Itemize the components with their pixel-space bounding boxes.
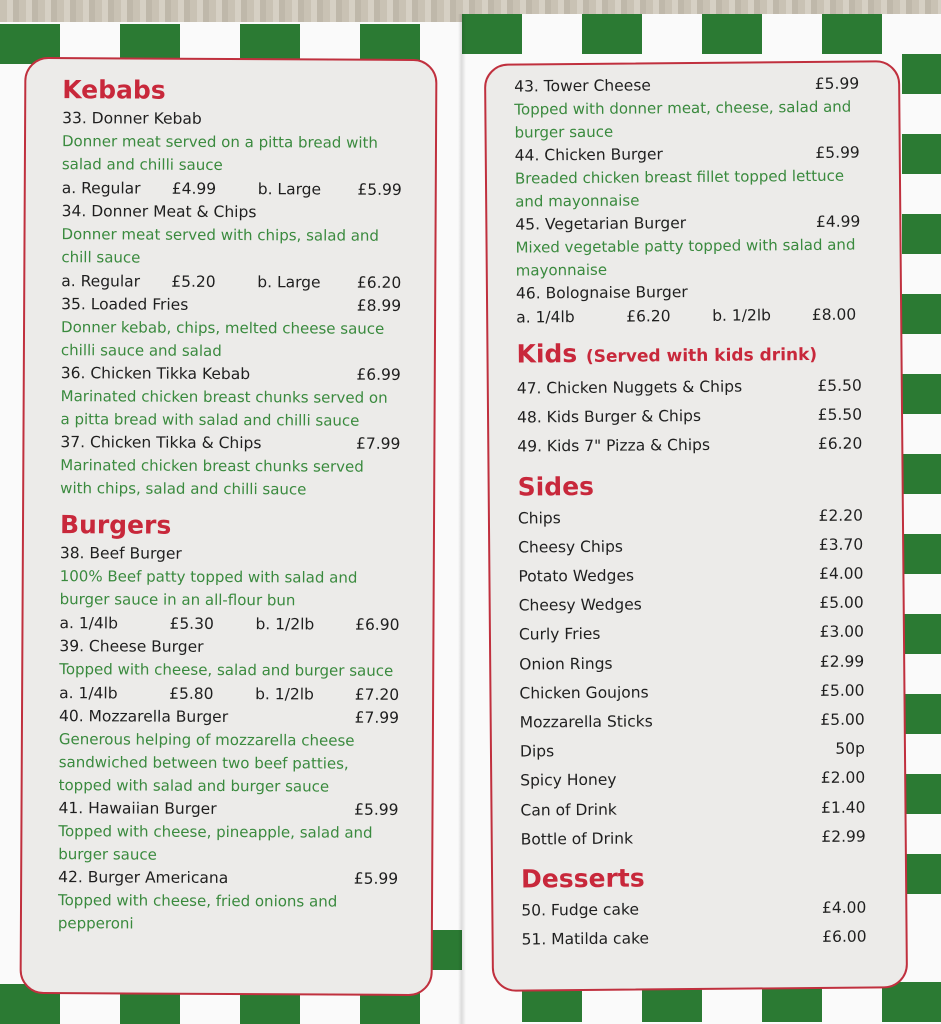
menu-item-header [61,293,401,318]
menu-item [59,635,399,707]
size-option-a-price: £5.80 [169,684,214,703]
menu-item-description: Marinated chicken breast chunks served on a pitta bread with salad and chilli sauce [60,387,388,430]
menu-row-price: £3.00 [819,622,865,642]
menu-item-header [62,107,402,132]
menu-row-name: Can of Drink [520,800,617,820]
menu-item [61,293,401,364]
size-option-a-label: a. 1/4lb [59,684,118,703]
menu-row-price: £4.00 [821,898,867,917]
menu-row [521,923,866,955]
checker-border-side [902,54,941,934]
menu-row-price: £3.70 [818,535,864,554]
menu-item [59,542,399,637]
menu-item-name: 46. Bolognaise Burger [515,283,688,303]
menu-row-price: £4.00 [818,564,864,583]
kebabs-list [60,107,402,502]
section-title-kebabs: Kebabs [62,75,166,105]
menu-item-price: £6.99 [356,365,401,384]
size-option-a-label: a. Regular [61,179,141,198]
menu-item-price: £5.99 [354,800,399,819]
kids-list [517,372,863,463]
menu-item-name: 45. Vegetarian Burger [515,214,687,234]
menu-item-header [516,280,861,306]
menu-item-price: £5.99 [353,869,399,888]
menu-item-sizes [516,303,861,330]
menu-item-sizes [62,176,402,202]
desserts-list [521,894,866,955]
menu-item-name: 33. Donner Kebab [62,109,202,128]
menu-item [58,797,398,868]
menu-item-sizes [61,269,401,295]
menu-item-name: 37. Chicken Tikka & Chips [60,433,262,453]
menu-item-header [60,542,400,567]
menu-item-name: 38. Beef Burger [59,544,182,563]
menu-row-name: Dips [519,742,555,761]
menu-item-description: Donner meat served with chips, salad and chill sauce [61,225,380,267]
menu-item-name: 35. Loaded Fries [61,295,189,314]
menu-item-name: 39. Cheese Burger [59,637,204,656]
menu-item-price: £4.99 [815,212,861,231]
menu-item-price: £7.99 [356,434,401,453]
menu-item [62,107,402,202]
kids-subtitle: (Served with kids drink) [585,344,818,367]
menu-item-description: Donner meat served on a pitta bread with salad and chilli sauce [61,132,378,174]
menu-item-header [59,635,399,660]
menu-row-name: 50. Fudge cake [521,900,640,920]
menu-row-price: £5.50 [817,376,862,395]
section-title-desserts: Desserts [520,863,645,894]
size-option-b-label: b. Large [257,273,321,292]
menu-row-name: Chicken Goujons [519,683,649,703]
menu-item [59,705,399,799]
section-title-kids: Kids (Served with kids drink) [516,339,818,369]
menu-item-name: 43. Tower Cheese [514,76,651,96]
menu-row-name: Curly Fries [518,625,601,644]
size-option-b-label: b. Large [257,180,322,199]
menu-item [515,211,861,283]
menu-item-name: 41. Hawaiian Burger [58,799,217,818]
menu-row-price: £1.40 [821,798,866,817]
size-option-b-price: £5.99 [357,180,402,199]
menu-item-name: 44. Chicken Burger [514,145,663,165]
menu-item-name: 36. Chicken Tikka Kebab [60,364,251,384]
menu-row [519,589,864,621]
menu-row [521,822,866,854]
menu-item-price: £5.99 [814,74,860,93]
menu-row-name: Onion Rings [519,654,613,674]
size-option-a-price: £6.20 [626,307,671,326]
menu-row-price: £2.20 [818,506,863,525]
menu-row [520,735,865,767]
size-option-b-price: £7.20 [354,685,400,704]
menu-row [517,401,862,433]
size-option-a-label: a. 1/4lb [516,308,575,327]
sides-list [518,501,866,854]
menu-row-price: £5.00 [819,681,865,700]
menu-row [519,676,864,708]
section-title-sides: Sides [517,471,595,502]
menu-item-description: Marinated chicken breast chunks served with chips, salad and chilli sauce [60,456,364,499]
menu-item-header [60,431,400,456]
menu-panel-right [484,60,908,992]
section-title-burgers: Burgers [59,510,172,540]
size-option-b-label: b. 1/2lb [255,685,314,704]
menu-row [518,560,863,592]
menu-row-name: 48. Kids Burger & Chips [516,407,702,427]
size-option-a-price: £5.20 [171,272,216,291]
menu-item-description: Topped with donner meat, cheese, salad and burger sauce [514,97,852,142]
menu-item-price: £5.99 [815,143,860,162]
size-option-b-price: £6.90 [355,615,400,634]
menu-row [520,764,865,796]
checker-border-top [462,14,941,54]
page-fold [458,14,466,1024]
menu-row-name: Bottle of Drink [520,829,634,849]
size-option-a-label: a. 1/4lb [59,614,118,633]
menu-row [517,430,862,462]
menu-item-description: Breaded chicken breast fillet topped lettuce and mayonnaise [514,166,845,211]
menu-row-name: Mozzarella Sticks [519,712,653,732]
menu-item-sizes [59,611,399,637]
size-option-b-label: b. 1/2lb [255,615,315,634]
size-option-b-price: £8.00 [811,305,857,324]
size-option-b-price: £6.20 [356,273,402,292]
menu-row-price: £5.00 [819,593,864,613]
menu-row-price: £6.00 [822,927,867,947]
size-option-b-label: b. 1/2lb [712,306,772,325]
menu-row-name: 51. Matilda cake [521,929,650,949]
menu-item-description: Mixed vegetable patty topped with salad and mayonnaise [515,235,856,280]
menu-item [61,200,401,295]
menu-row [518,530,863,562]
menu-item-name: 40. Mozzarella Burger [58,707,229,727]
menu-row-name: Chips [517,508,561,528]
menu-item [515,142,861,214]
menu-item-sizes [59,681,399,707]
menu-item-header [59,705,399,730]
menu-row [517,372,862,404]
menu-item [516,280,861,330]
menu-item-header [61,362,401,387]
menu-item-header [515,142,860,168]
size-option-a-price: £5.30 [169,614,214,633]
menu-item-price: £7.99 [354,708,400,727]
menu-row [521,894,866,926]
menu-row-name: 49. Kids 7" Pizza & Chips [517,436,711,456]
menu-row-price: £5.50 [817,405,863,425]
menu-item-description: 100% Beef patty topped with salad and burger sauce in an all-flour bun [59,567,358,610]
menu-row [519,618,864,650]
menu-item-price: £8.99 [356,296,402,315]
menu-row-name: Spicy Honey [520,771,617,790]
menu-row-price: £2.00 [820,768,866,788]
menu-item [60,362,400,433]
menu-item-header [62,200,402,225]
menu-item-header [58,866,398,891]
menu-row-price: 50p [835,739,866,759]
menu-item-description: Donner kebab, chips, melted cheese sauce chilli sauce and salad [60,318,385,360]
menu-item-description: Generous helping of mozzarella cheese sandwiched between two beef patties, topped with salad and burger sauce [58,730,355,796]
menu-item-description: Topped with cheese, fried onions and pepperoni [57,891,338,933]
menu-item [58,866,398,937]
menu-row-price: £2.99 [819,652,865,671]
burgers-list [58,542,400,937]
size-option-a-price: £4.99 [171,179,217,198]
menu-panel-left [20,57,438,996]
menu-row-name: Cheesy Chips [518,537,624,557]
menu-row [520,706,865,738]
menu-item-name: 34. Donner Meat & Chips [61,202,257,222]
menu-row-price: £2.99 [821,827,866,846]
size-option-a-label: a. Regular [61,272,141,291]
menu-row-price: £6.20 [817,434,863,454]
menu-item-description: Topped with cheese, salad and burger sauce [59,660,394,680]
menu-row-name: 47. Chicken Nuggets & Chips [516,377,743,398]
menu-row-name: Cheesy Wedges [518,595,642,615]
menu-row-name: Potato Wedges [518,566,635,586]
menu-item [514,73,860,145]
menu-item-header [515,211,860,237]
menu-item-description: Topped with cheese, pineapple, salad and burger sauce [58,822,373,864]
burgers-list-continued [514,73,861,330]
menu-row [519,647,864,679]
menu-item [60,431,400,502]
menu-item-header [58,797,398,822]
menu-row [518,501,863,533]
menu-item-header [514,73,859,99]
menu-row [520,793,865,825]
menu-row-price: £5.00 [820,710,865,729]
menu-item-name: 42. Burger Americana [58,868,229,888]
